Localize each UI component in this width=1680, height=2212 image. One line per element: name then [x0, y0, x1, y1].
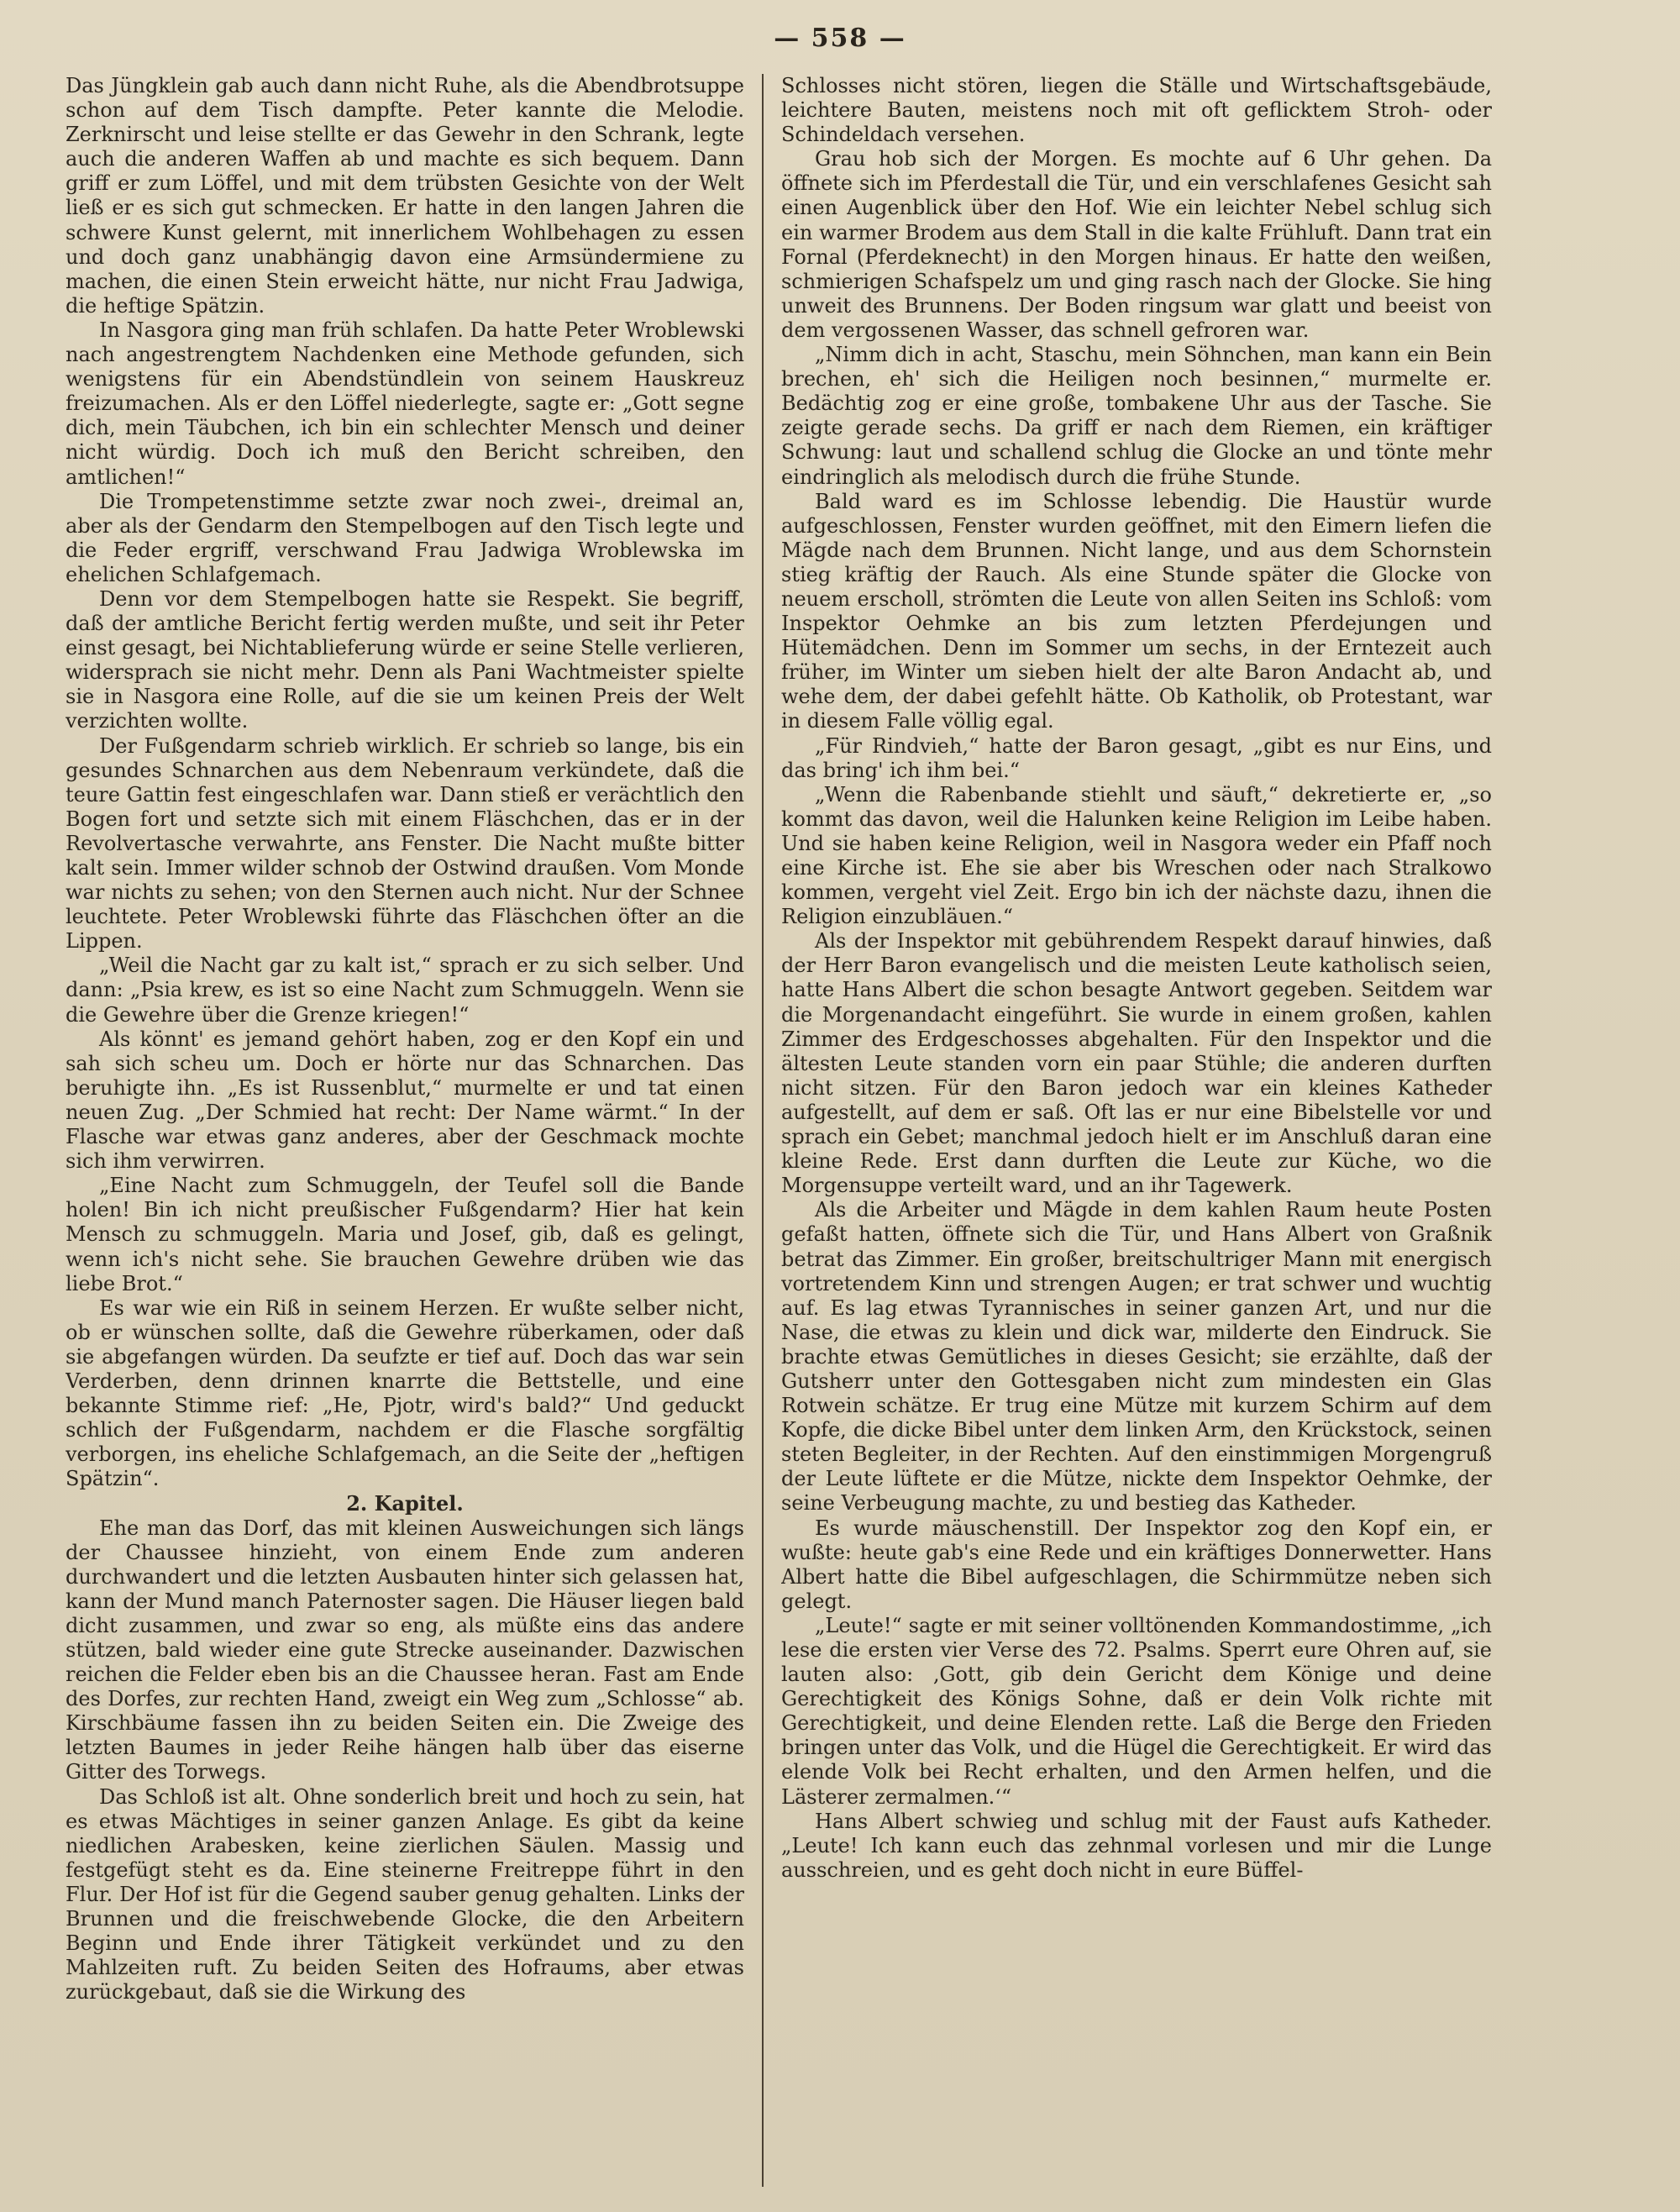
paragraph: Es wurde mäuschenstill. Der Inspektor zog den Kopf ein, er wußte: heute gab's eine Rede und ein kräftiges Donnerwetter. Hans Albert hatte die Bibel aufgeschlagen, die Schirmmütze neben sich gelegt.: [781, 1516, 1492, 1613]
chapter-heading: 2. Kapitel.: [346, 1491, 464, 1516]
paragraph: Ehe man das Dorf, das mit kleinen Ausweichungen sich längs der Chaussee hinzieht, von einem Ende zum anderen durchwandert und die letzten Ausbauten hinter sich gelassen hat, kann der Mund manch Paternoster sagen. Die Häuser liegen bald dicht zusammen, und zwar so eng, als müßte eins das andere stützen, bald wieder eine gute Strecke auseinander. Dazwischen reichen die Felder eben bis an die Chaussee heran. Fast am Ende des Dorfes, zur rechten Hand, zweigt ein Weg zum „Schlosse“ ab. Kirschbäume fassen ihn zu beiden Seiten ein. Die Zweige des letzten Baumes in jeder Reihe hängen halb über das eiserne Gitter des Torwegs.: [66, 1516, 744, 1784]
right-column: [781, 74, 1492, 2191]
paragraph: Schlosses nicht stören, liegen die Ställe und Wirtschaftsgebäude, leichtere Bauten, meistens noch mit oft geflicktem Stroh- oder Schindeldach versehen.: [781, 74, 1492, 147]
paragraph: „Nimm dich in acht, Staschu, mein Söhnchen, man kann ein Bein brechen, eh' sich die Heiligen noch besinnen,“ murmelte er. Bedächtig zog er eine große, tombakene Uhr aus der Tasche. Sie zeigte gerade sechs. Da griff er nach dem Riemen, ein kräftiger Schwung: laut und schallend schlug die Glocke an und tönte mehr eindringlich als melodisch durch die frühe Stunde.: [781, 343, 1492, 489]
paragraph: „Leute!“ sagte er mit seiner volltönenden Kommandostimme, „ich lese die ersten vier Verse des 72. Psalms. Sperrt eure Ohren auf, sie lauten also: ‚Gott, gib dein Gericht dem Könige und deine Gerechtigkeit des Königs Sohne, daß er dein Volk richte mit Gerechtigkeit, und deine Elenden rette. Laß die Berge den Frieden bringen unter das Volk, und die Hügel die Gerechtigkeit. Er wird das elende Volk bei Recht erhalten, und den Armen helfen, und die Lästerer zermalmen.‘“: [781, 1613, 1492, 1809]
paragraph: Der Fußgendarm schrieb wirklich. Er schrieb so lange, bis ein gesundes Schnarchen aus dem Nebenraum verkündete, daß die teure Gattin fest eingeschlafen war. Dann stieß er verächtlich den Bogen fort und setzte sich mit einem Fläschchen, das er in der Revolvertasche verwahrte, ans Fenster. Die Nacht mußte bitter kalt sein. Immer wilder schnob der Ostwind draußen. Vom Monde war nichts zu sehen; von den Sternen auch nicht. Nur der Schnee leuchtete. Peter Wroblewski führte das Fläschchen öfter an die Lippen.: [66, 733, 744, 954]
paragraph: Bald ward es im Schlosse lebendig. Die Haustür wurde aufgeschlossen, Fenster wurden geöffnet, mit den Eimern liefen die Mägde nach dem Brunnen. Nicht lange, und aus dem Schornstein stieg kräftig der Rauch. Als eine Stunde später die Glocke von neuem erscholl, strömten die Leute von allen Seiten ins Schloß: vom Inspektor Oehmke an bis zum letzten Pferdejungen und Hütemädchen. Denn im Sommer um sechs, in der Erntezeit auch früher, im Winter um sieben hielt der alte Baron Andacht ab, und wehe dem, der dabei gefehlt hätte. Ob Katholik, ob Protestant, war in diesem Falle völlig egal.: [781, 489, 1492, 733]
paragraph: „Eine Nacht zum Schmuggeln, der Teufel soll die Bande holen! Bin ich nicht preußischer Fußgendarm? Hier hat kein Mensch zu schmuggeln. Maria und Josef, gib, daß es gelingt, wenn ich's nicht sehe. Sie brauchen Gewehre drüben wie das liebe Brot.“: [66, 1174, 744, 1295]
paragraph: Die Trompetenstimme setzte zwar noch zwei-, dreimal an, aber als der Gendarm den Stempelbogen auf den Tisch legte und die Feder ergriff, verschwand Frau Jadwiga Wroblewska im ehelichen Schlafgemach.: [66, 489, 744, 586]
paragraph: „Wenn die Rabenbande stiehlt und säuft,“ dekretierte er, „so kommt das davon, weil die Halunken keine Religion im Leibe haben. Und sie haben keine Religion, weil in Nasgora weder ein Pfaff noch eine Kirche ist. Ehe sie aber bis Wreschen oder nach Stralkowo kommen, vergeht viel Zeit. Ergo bin ich der nächste dazu, ihnen die Religion einzubläuen.“: [781, 782, 1492, 929]
paragraph: Grau hob sich der Morgen. Es mochte auf 6 Uhr gehen. Da öffnete sich im Pferdestall die Tür, und ein verschlafenes Gesicht sah einen Augenblick über den Hof. Wie ein leichter Nebel schlug sich ein warmer Brodem aus dem Stall in die kalte Frühluft. Dann trat ein Fornal (Pferdeknecht) in den Morgen hinaus. Er hatte den weißen, schmierigen Schafspelz um und ging rasch nach der Glocke. Sie hing unweit des Brunnens. Der Boden ringsum war glatt und beeist von dem vergossenen Wasser, das schnell gefroren war.: [781, 147, 1492, 342]
paragraph: Als die Arbeiter und Mägde in dem kahlen Raum heute Posten gefaßt hatten, öffnete sich die Tür, und Hans Albert von Graßnik betrat das Zimmer. Ein großer, breitschultriger Mann mit energisch vortretendem Kinn und strengen Augen; er trat schwer und wuchtig auf. Es lag etwas Tyrannisches in seiner ganzen Art, und nur die Nase, die etwas zu klein und dick war, milderte den Eindruck. Sie brachte etwas Gemütliches in dieses Gesicht; sie erzählte, daß der Gutsherr unter den Gottesgaben nicht zum mindesten ein Glas Rotwein schätze. Er trug eine Mütze mit kurzem Schirm auf dem Kopfe, die dicke Bibel unter dem linken Arm, den Krückstock, seinen steten Begleiter, in der Rechten. Auf den einstimmigen Morgengruß der Leute lüftete er die Mütze, nickte dem Inspektor Oehmke, der seine Verbeugung machte, zu und bestieg das Katheder.: [781, 1198, 1492, 1516]
paragraph: In Nasgora ging man früh schlafen. Da hatte Peter Wroblewski nach angestrengtem Nachdenken eine Methode gefunden, sich wenigstens für ein Abendstündlein von seinem Hauskreuz freizumachen. Als er den Löffel niederlegte, sagte er: „Gott segne dich, mein Täubchen, ich bin ein schlechter Mensch und deiner nicht würdig. Doch ich muß den Bericht schreiben, den amtlichen!“: [66, 318, 744, 489]
paragraph: Das Schloß ist alt. Ohne sonderlich breit und hoch zu sein, hat es etwas Mächtiges in seiner ganzen Anlage. Es gibt da keine niedlichen Arabesken, keine zierlichen Säulen. Massig und festgefügt steht es da. Eine steinerne Freitreppe führt in den Flur. Der Hof ist für die Gegend sauber genug gehalten. Links der Brunnen und die freischwebende Glocke, die den Arbeitern Beginn und Ende ihrer Tätigkeit verkündet und zu den Mahlzeiten ruft. Zu beiden Seiten des Hofraums, aber etwas zurückgebaut, daß sie die Wirkung des: [66, 1784, 744, 2004]
paragraph: Als der Inspektor mit gebührendem Respekt darauf hinwies, daß der Herr Baron evangelisch und die meisten Leute katholisch seien, hatte Hans Albert die schon besagte Antwort gegeben. Seitdem war die Morgenandacht eingeführt. Sie wurde in einem großen, kahlen Zimmer des Erdgeschosses abgehalten. Für den Inspektor und die ältesten Leute standen vorn ein paar Stühle; die anderen durften nicht sitzen. Für den Baron jedoch war ein kleines Katheder aufgestellt, auf dem er saß. Oft las er nur eine Bibelstelle vor und sprach ein Gebet; manchmal jedoch hielt er im Anschluß daran eine kleine Rede. Erst dann durften die Leute zur Küche, wo die Morgensuppe verteilt ward, und an ihr Tagewerk.: [781, 929, 1492, 1198]
paragraph: „Für Rindvieh,“ hatte der Baron gesagt, „gibt es nur Eins, und das bring' ich ihm bei.“: [781, 733, 1492, 782]
paragraph: Das Jüngklein gab auch dann nicht Ruhe, als die Abendbrotsuppe schon auf dem Tisch dampfte. Peter kannte die Melodie. Zerknirscht und leise stellte er das Gewehr in den Schrank, legte auch die anderen Waffen ab und machte es sich bequem. Dann griff er zum Löffel, und mit dem trübsten Gesichte von der Welt ließ er es sich gut schmecken. Er hatte in den langen Jahren die schwere Kunst gelernt, mit innerlichem Wohlbehagen zu essen und doch ganz unabhängig davon eine Armsündermiene zu machen, die einen Stein erweicht hätte, nur nicht Frau Jadwiga, die heftige Spätzin.: [66, 74, 744, 318]
page-number: — 558 —: [774, 24, 906, 53]
paragraph: Als könnt' es jemand gehört haben, zog er den Kopf ein und sah sich scheu um. Doch er hörte nur das Schnarchen. Das beruhigte ihn. „Es ist Russenblut,“ murmelte er und tat einen neuen Zug. „Der Schmied hat recht: Der Name wärmt.“ In der Flasche war etwas ganz anderes, aber der Geschmack mochte sich ihm verwirren.: [66, 1027, 744, 1174]
column-divider: [762, 74, 764, 2187]
paragraph: Denn vor dem Stempelbogen hatte sie Respekt. Sie begriff, daß der amtliche Bericht fertig werden mußte, und seit ihr Peter einst gesagt, bei Nichtablieferung würde er seine Stelle verlieren, widersprach sie nicht mehr. Denn als Pani Wachtmeister spielte sie in Nasgora eine Rolle, auf die sie um keinen Preis der Welt verzichten wollte.: [66, 586, 744, 733]
left-column: [66, 74, 744, 2191]
paragraph: Es war wie ein Riß in seinem Herzen. Er wußte selber nicht, ob er wünschen sollte, daß die Gewehre rüberkamen, oder daß sie abgefangen würden. Da seufzte er tief auf. Doch das war sein Verderben, denn drinnen knarrte die Bettstelle, und eine bekannte Stimme rief: „He, Pjotr, wird's bald?“ Und geduckt schlich der Fußgendarm, nachdem er die Flasche sorgfältig verborgen, ins eheliche Schlafgemach, an die Seite der „heftigen Spätzin“.: [66, 1295, 744, 1491]
paragraph: „Weil die Nacht gar zu kalt ist,“ sprach er zu sich selber. Und dann: „Psia krew, es ist so eine Nacht zum Schmuggeln. Wenn sie die Gewehre über die Grenze kriegen!“: [66, 954, 744, 1027]
paragraph: Hans Albert schwieg und schlug mit der Faust aufs Katheder. „Leute! Ich kann euch das zehnmal vorlesen und mir die Lunge ausschreien, und es geht doch nicht in eure Büffel-: [781, 1809, 1492, 1882]
